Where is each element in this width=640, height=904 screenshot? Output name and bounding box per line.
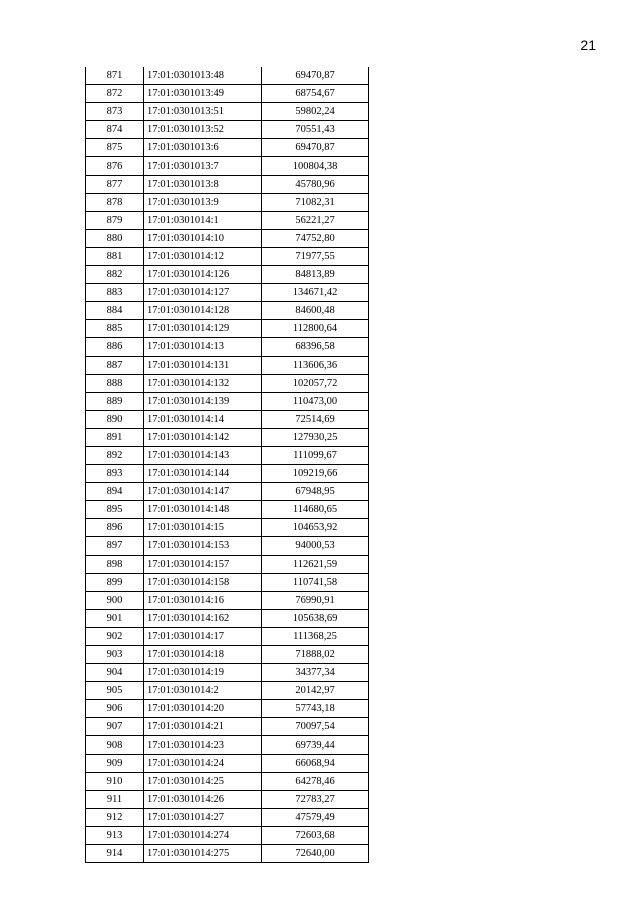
cadastral-number-cell: 17:01:0301014:132: [144, 374, 262, 392]
page-number: 21: [580, 37, 596, 53]
cadastral-value-cell: 45780,96: [262, 175, 369, 193]
table-row: [86, 229, 369, 247]
cadastral-value-cell: 134671,42: [262, 284, 369, 302]
cadastral-number-cell: 17:01:0301014:131: [144, 356, 262, 374]
table-row: [86, 808, 369, 826]
table-row: [86, 374, 369, 392]
row-number-cell: 903: [86, 646, 144, 664]
row-number-cell: 906: [86, 700, 144, 718]
cadastral-value-cell: 100804,38: [262, 157, 369, 175]
table-row: [86, 302, 369, 320]
table-row: [86, 609, 369, 627]
cadastral-value-cell: 102057,72: [262, 374, 369, 392]
row-number-cell: 890: [86, 410, 144, 428]
row-number-cell: 887: [86, 356, 144, 374]
cadastral-value-cell: 111368,25: [262, 627, 369, 645]
cadastral-value-cell: 64278,46: [262, 772, 369, 790]
table-row: [86, 410, 369, 428]
table-row: [86, 211, 369, 229]
table-row: [86, 121, 369, 139]
cadastral-number-cell: 17:01:0301014:27: [144, 808, 262, 826]
row-number-cell: 878: [86, 193, 144, 211]
row-number-cell: 911: [86, 790, 144, 808]
table-row: [86, 627, 369, 645]
cadastral-number-cell: 17:01:0301014:143: [144, 446, 262, 464]
row-number-cell: 910: [86, 772, 144, 790]
cadastral-value-cell: 69470,87: [262, 139, 369, 157]
cadastral-number-cell: 17:01:0301014:142: [144, 428, 262, 446]
table-row: [86, 284, 369, 302]
row-number-cell: 874: [86, 121, 144, 139]
cadastral-number-cell: 17:01:0301014:16: [144, 591, 262, 609]
row-number-cell: 880: [86, 229, 144, 247]
cadastral-number-cell: 17:01:0301014:139: [144, 392, 262, 410]
cadastral-number-cell: 17:01:0301014:275: [144, 845, 262, 863]
row-number-cell: 902: [86, 627, 144, 645]
cadastral-number-cell: 17:01:0301014:21: [144, 718, 262, 736]
cadastral-value-cell: 71977,55: [262, 247, 369, 265]
cadastral-number-cell: 17:01:0301014:23: [144, 736, 262, 754]
table-row: [86, 247, 369, 265]
table-row: [86, 446, 369, 464]
row-number-cell: 899: [86, 573, 144, 591]
row-number-cell: 881: [86, 247, 144, 265]
cadastral-value-cell: 56221,27: [262, 211, 369, 229]
table-row: [86, 826, 369, 844]
cadastral-number-cell: 17:01:0301013:6: [144, 139, 262, 157]
cadastral-value-cell: 71888,02: [262, 646, 369, 664]
cadastral-number-cell: 17:01:0301014:10: [144, 229, 262, 247]
table-row: [86, 700, 369, 718]
row-number-cell: 893: [86, 465, 144, 483]
table-row: [86, 67, 369, 85]
cadastral-number-cell: 17:01:0301014:20: [144, 700, 262, 718]
cadastral-number-cell: 17:01:0301014:129: [144, 320, 262, 338]
cadastral-value-cell: 71082,31: [262, 193, 369, 211]
table-row: [86, 646, 369, 664]
row-number-cell: 879: [86, 211, 144, 229]
cadastral-value-cell: 68754,67: [262, 85, 369, 103]
table-row: [86, 736, 369, 754]
cadastral-number-cell: 17:01:0301013:48: [144, 67, 262, 85]
cadastral-value-cell: 104653,92: [262, 519, 369, 537]
cadastral-value-cell: 68396,58: [262, 338, 369, 356]
row-number-cell: 883: [86, 284, 144, 302]
cadastral-value-cell: 114680,65: [262, 501, 369, 519]
table-body: [86, 67, 369, 863]
cadastral-value-cell: 72603,68: [262, 826, 369, 844]
row-number-cell: 894: [86, 483, 144, 501]
cadastral-value-cell: 67948,95: [262, 483, 369, 501]
table-row: [86, 664, 369, 682]
row-number-cell: 891: [86, 428, 144, 446]
table-row: [86, 85, 369, 103]
row-number-cell: 898: [86, 555, 144, 573]
cadastral-number-cell: 17:01:0301013:52: [144, 121, 262, 139]
cadastral-number-cell: 17:01:0301014:144: [144, 465, 262, 483]
cadastral-value-table: [85, 67, 369, 863]
row-number-cell: 907: [86, 718, 144, 736]
row-number-cell: 873: [86, 103, 144, 121]
table-row: [86, 465, 369, 483]
cadastral-number-cell: 17:01:0301014:17: [144, 627, 262, 645]
row-number-cell: 872: [86, 85, 144, 103]
row-number-cell: 877: [86, 175, 144, 193]
cadastral-number-cell: 17:01:0301014:148: [144, 501, 262, 519]
cadastral-number-cell: 17:01:0301014:24: [144, 754, 262, 772]
row-number-cell: 908: [86, 736, 144, 754]
table-row: [86, 193, 369, 211]
cadastral-number-cell: 17:01:0301014:127: [144, 284, 262, 302]
row-number-cell: 875: [86, 139, 144, 157]
table-row: [86, 591, 369, 609]
row-number-cell: 909: [86, 754, 144, 772]
row-number-cell: 897: [86, 537, 144, 555]
cadastral-number-cell: 17:01:0301013:9: [144, 193, 262, 211]
table-row: [86, 718, 369, 736]
row-number-cell: 882: [86, 266, 144, 284]
cadastral-number-cell: 17:01:0301014:126: [144, 266, 262, 284]
cadastral-value-cell: 112800,64: [262, 320, 369, 338]
row-number-cell: 904: [86, 664, 144, 682]
table-row: [86, 555, 369, 573]
table-row: [86, 754, 369, 772]
row-number-cell: 901: [86, 609, 144, 627]
cadastral-value-cell: 84813,89: [262, 266, 369, 284]
cadastral-value-cell: 70097,54: [262, 718, 369, 736]
table-row: [86, 175, 369, 193]
row-number-cell: 912: [86, 808, 144, 826]
cadastral-value-cell: 76990,91: [262, 591, 369, 609]
cadastral-number-cell: 17:01:0301014:158: [144, 573, 262, 591]
row-number-cell: 885: [86, 320, 144, 338]
cadastral-value-cell: 66068,94: [262, 754, 369, 772]
cadastral-value-cell: 59802,24: [262, 103, 369, 121]
cadastral-value-cell: 57743,18: [262, 700, 369, 718]
table-row: [86, 537, 369, 555]
cadastral-value-cell: 94000,53: [262, 537, 369, 555]
cadastral-value-cell: 74752,80: [262, 229, 369, 247]
cadastral-number-cell: 17:01:0301014:26: [144, 790, 262, 808]
table-row: [86, 845, 369, 863]
row-number-cell: 905: [86, 682, 144, 700]
row-number-cell: 914: [86, 845, 144, 863]
row-number-cell: 913: [86, 826, 144, 844]
cadastral-number-cell: 17:01:0301014:18: [144, 646, 262, 664]
cadastral-value-cell: 110473,00: [262, 392, 369, 410]
cadastral-number-cell: 17:01:0301014:2: [144, 682, 262, 700]
row-number-cell: 884: [86, 302, 144, 320]
cadastral-value-cell: 109219,66: [262, 465, 369, 483]
table-row: [86, 573, 369, 591]
cadastral-value-cell: 72514,69: [262, 410, 369, 428]
cadastral-value-cell: 112621,59: [262, 555, 369, 573]
cadastral-number-cell: 17:01:0301014:12: [144, 247, 262, 265]
row-number-cell: 888: [86, 374, 144, 392]
row-number-cell: 896: [86, 519, 144, 537]
row-number-cell: 871: [86, 67, 144, 85]
table-row: [86, 682, 369, 700]
table-row: [86, 139, 369, 157]
cadastral-value-cell: 127930,25: [262, 428, 369, 446]
cadastral-value-cell: 34377,34: [262, 664, 369, 682]
cadastral-number-cell: 17:01:0301014:19: [144, 664, 262, 682]
table-row: [86, 772, 369, 790]
cadastral-value-cell: 84600,48: [262, 302, 369, 320]
table-row: [86, 392, 369, 410]
cadastral-number-cell: 17:01:0301013:49: [144, 85, 262, 103]
table-row: [86, 356, 369, 374]
cadastral-value-cell: 72640,00: [262, 845, 369, 863]
row-number-cell: 895: [86, 501, 144, 519]
cadastral-value-cell: 47579,49: [262, 808, 369, 826]
table-row: [86, 501, 369, 519]
cadastral-number-cell: 17:01:0301013:7: [144, 157, 262, 175]
cadastral-value-cell: 20142,97: [262, 682, 369, 700]
cadastral-number-cell: 17:01:0301014:25: [144, 772, 262, 790]
cadastral-value-cell: 105638,69: [262, 609, 369, 627]
cadastral-number-cell: 17:01:0301014:14: [144, 410, 262, 428]
cadastral-number-cell: 17:01:0301014:147: [144, 483, 262, 501]
cadastral-number-cell: 17:01:0301014:274: [144, 826, 262, 844]
table-row: [86, 790, 369, 808]
cadastral-value-cell: 69470,87: [262, 67, 369, 85]
cadastral-number-cell: 17:01:0301014:15: [144, 519, 262, 537]
row-number-cell: 900: [86, 591, 144, 609]
row-number-cell: 892: [86, 446, 144, 464]
cadastral-value-cell: 70551,43: [262, 121, 369, 139]
cadastral-number-cell: 17:01:0301014:153: [144, 537, 262, 555]
cadastral-value-cell: 69739,44: [262, 736, 369, 754]
cadastral-number-cell: 17:01:0301014:162: [144, 609, 262, 627]
table-row: [86, 320, 369, 338]
table-row: [86, 103, 369, 121]
cadastral-value-cell: 72783,27: [262, 790, 369, 808]
row-number-cell: 889: [86, 392, 144, 410]
cadastral-value-cell: 113606,36: [262, 356, 369, 374]
row-number-cell: 886: [86, 338, 144, 356]
table-row: [86, 483, 369, 501]
table-row: [86, 519, 369, 537]
cadastral-number-cell: 17:01:0301014:157: [144, 555, 262, 573]
cadastral-number-cell: 17:01:0301014:13: [144, 338, 262, 356]
table-row: [86, 338, 369, 356]
cadastral-value-cell: 110741,58: [262, 573, 369, 591]
table-row: [86, 157, 369, 175]
table-row: [86, 266, 369, 284]
cadastral-number-cell: 17:01:0301014:1: [144, 211, 262, 229]
cadastral-number-cell: 17:01:0301013:8: [144, 175, 262, 193]
table-row: [86, 428, 369, 446]
row-number-cell: 876: [86, 157, 144, 175]
cadastral-number-cell: 17:01:0301013:51: [144, 103, 262, 121]
cadastral-value-cell: 111099,67: [262, 446, 369, 464]
cadastral-number-cell: 17:01:0301014:128: [144, 302, 262, 320]
